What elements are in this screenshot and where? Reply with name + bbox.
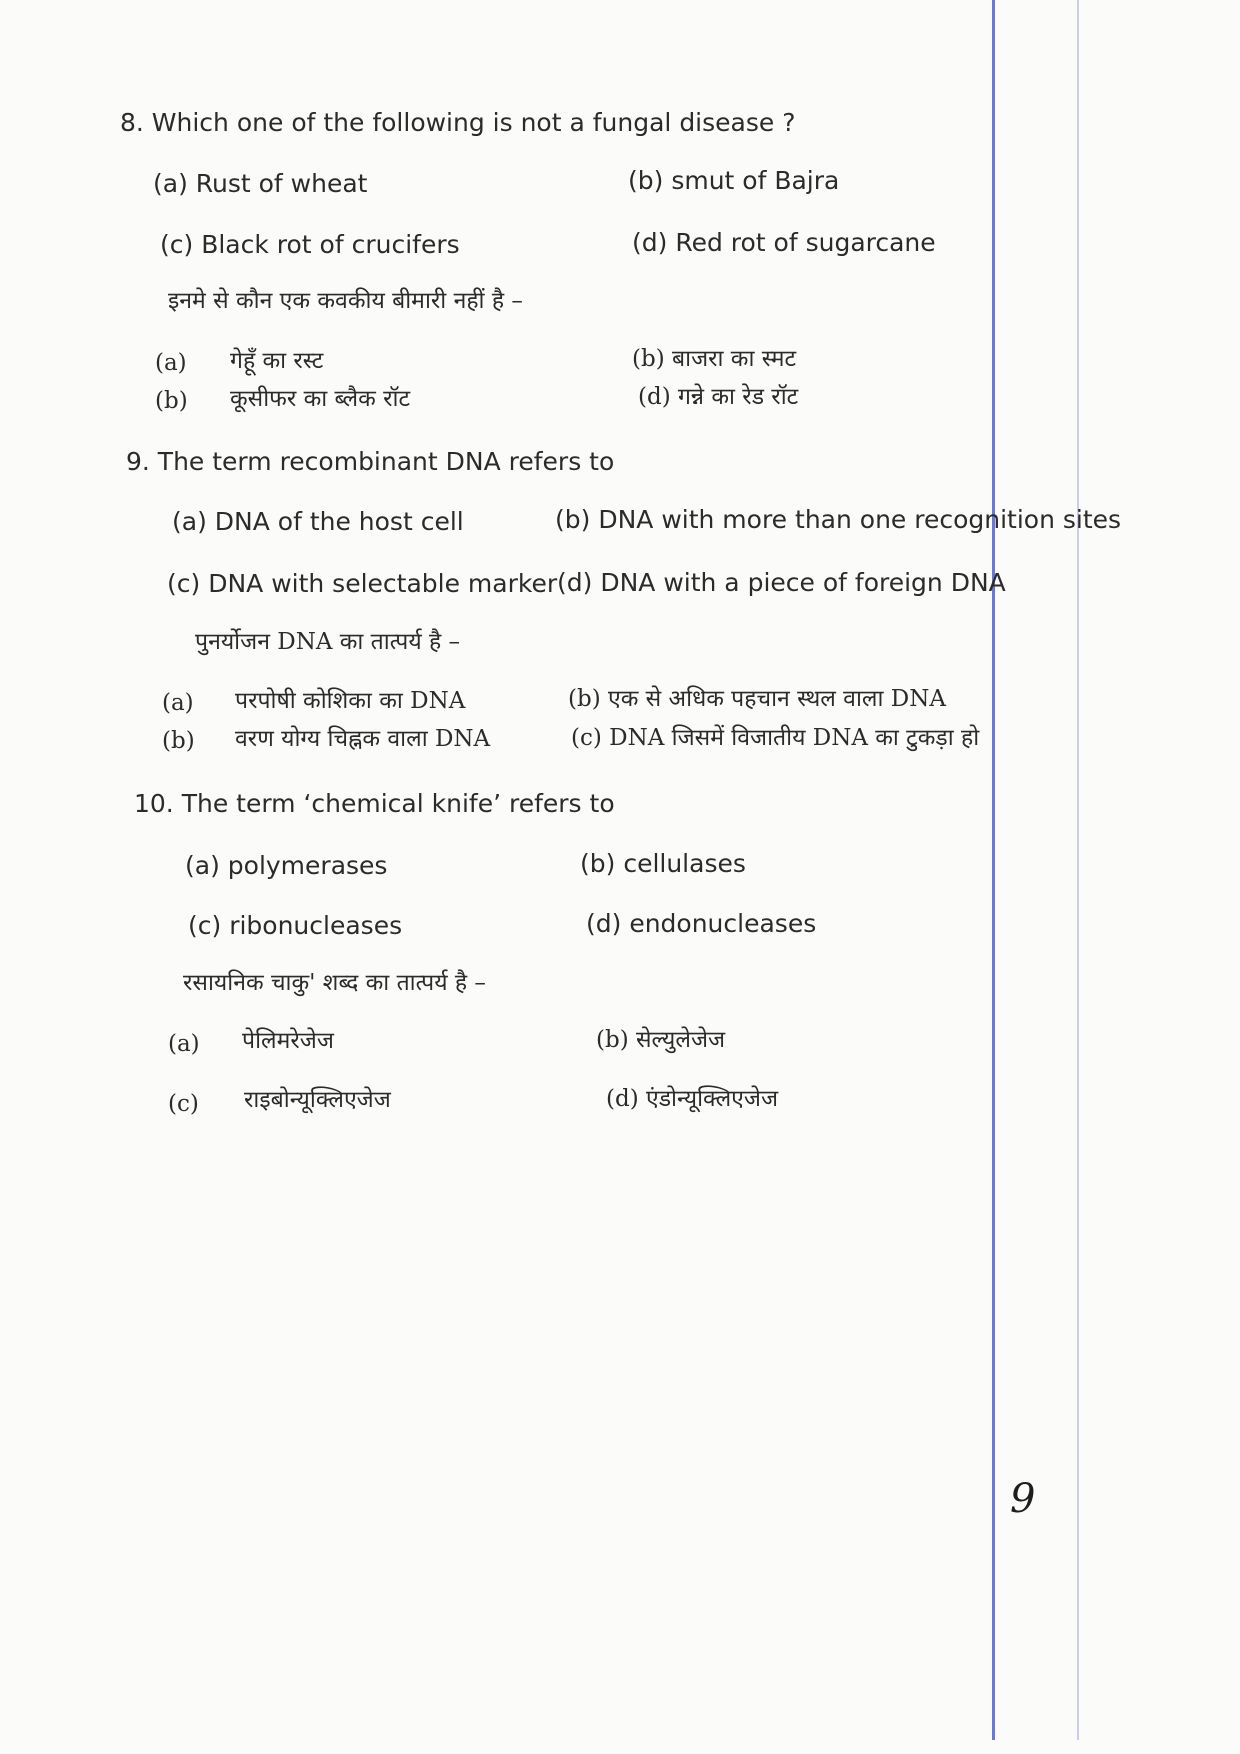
hindi-option-b2-label: (b) bbox=[162, 728, 195, 754]
hindi-option-b2: वरण योग्य चिह्नक वाला DNA bbox=[235, 726, 491, 752]
option-c: (c) DNA with selectable marker bbox=[167, 569, 558, 598]
hindi-option-b2: कूसीफर का ब्लैक रॉट bbox=[230, 386, 411, 412]
option-b: (b) smut of Bajra bbox=[628, 166, 840, 195]
margin-line bbox=[992, 0, 995, 1740]
margin-line-light bbox=[1077, 0, 1079, 1740]
option-d: (d) endonucleases bbox=[586, 909, 817, 938]
hindi-option-a-label: (a) bbox=[168, 1031, 200, 1057]
hindi-option-a: गेहूँ का रस्ट bbox=[230, 348, 324, 374]
hindi-question-stem: रसायनिक चाकु' शब्द का तात्पर्य है – bbox=[183, 970, 486, 996]
hindi-option-c: (c) DNA जिसमें विजातीय DNA का टुकड़ा हो bbox=[571, 725, 980, 751]
hindi-option-a-label: (a) bbox=[155, 350, 187, 376]
hindi-option-b: (b) बाजरा का स्मट bbox=[632, 346, 797, 372]
hindi-question-stem: पुनर्योजन DNA का तात्पर्य है – bbox=[195, 629, 461, 655]
option-b: (b) cellulases bbox=[580, 849, 746, 878]
option-c: (c) ribonucleases bbox=[188, 911, 403, 940]
option-a: (a) DNA of the host cell bbox=[172, 507, 464, 536]
question-stem: 9. The term recombinant DNA refers to bbox=[126, 447, 615, 476]
question-stem: 10. The term ‘chemical knife’ refers to bbox=[134, 789, 615, 818]
hindi-question-stem: इनमे से कौन एक कवकीय बीमारी नहीं है – bbox=[168, 288, 523, 314]
hindi-option-b: (b) सेल्युलेजेज bbox=[596, 1027, 726, 1053]
handwritten-page-number: 9 bbox=[1010, 1476, 1036, 1522]
hindi-option-b2-label: (b) bbox=[155, 388, 188, 414]
hindi-option-a-label: (a) bbox=[162, 690, 194, 716]
hindi-option-c-label: (c) bbox=[168, 1091, 199, 1117]
option-c: (c) Black rot of crucifers bbox=[160, 230, 460, 259]
option-a: (a) polymerases bbox=[185, 851, 388, 880]
option-b: (b) DNA with more than one recognition sites bbox=[555, 505, 1122, 534]
option-a: (a) Rust of wheat bbox=[153, 169, 368, 198]
option-d: (d) Red rot of sugarcane bbox=[632, 228, 936, 257]
option-d: (d) DNA with a piece of foreign DNA bbox=[557, 568, 1006, 597]
hindi-option-a: परपोषी कोशिका का DNA bbox=[235, 688, 466, 714]
question-stem: 8. Which one of the following is not a fungal disease ? bbox=[120, 108, 796, 137]
hindi-option-d: (d) एंडोन्यूक्लिएजेज bbox=[606, 1086, 779, 1112]
hindi-option-a: पेलिमरेजेज bbox=[242, 1028, 334, 1054]
hindi-option-d: (d) गन्ने का रेड रॉट bbox=[638, 384, 799, 410]
hindi-option-c: राइबोन्यूक्लिएजेज bbox=[244, 1087, 391, 1113]
hindi-option-b: (b) एक से अधिक पहचान स्थल वाला DNA bbox=[568, 686, 946, 712]
